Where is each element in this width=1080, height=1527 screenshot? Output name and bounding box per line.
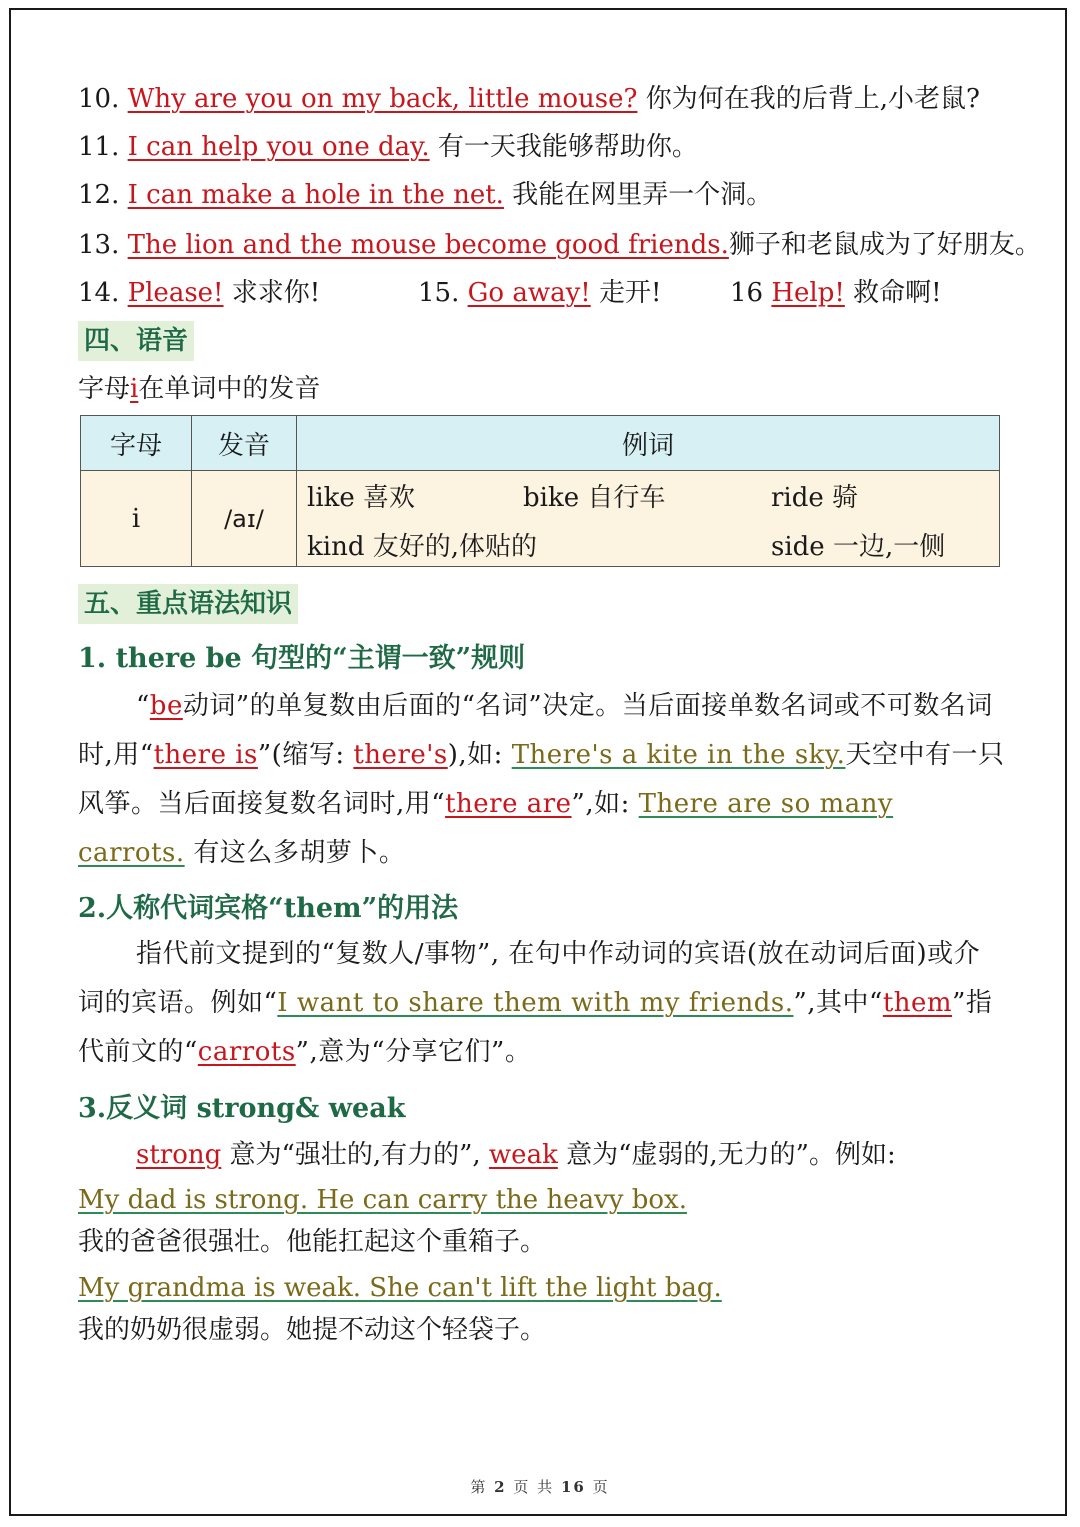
phrase-number: 16 bbox=[730, 278, 764, 308]
header-examples: 例词 bbox=[297, 416, 1000, 471]
grammar-1-paragraph bbox=[78, 682, 1006, 878]
sentence-english: I can help you one day. bbox=[127, 132, 430, 162]
example-word: like 喜欢 bbox=[307, 483, 416, 513]
phrase-number: 15. bbox=[418, 278, 460, 308]
sentence-english: The lion and the mouse become good friends. bbox=[127, 230, 729, 260]
phonics-intro bbox=[78, 372, 320, 406]
grammar-1-title: 1. there be 句型的“主谓一致”规则 bbox=[78, 643, 526, 674]
sentence-number: 10. bbox=[78, 84, 120, 114]
example-word: ride 骑 bbox=[771, 483, 859, 513]
sentence-13 bbox=[78, 228, 1041, 262]
text: ”指代前文的“ bbox=[78, 988, 993, 1067]
sentence-11 bbox=[78, 130, 698, 164]
page-footer bbox=[0, 1476, 1080, 1497]
text: 意为“虚弱的,无力的”。例如: bbox=[557, 1140, 896, 1170]
example-word: kind 友好的,体贴的 bbox=[307, 532, 537, 562]
example-1-english bbox=[78, 1183, 687, 1217]
sentence-chinese: 你为何在我的后背上,小老鼠? bbox=[645, 84, 980, 114]
intro-text: 字母 bbox=[78, 374, 131, 404]
example-word: side 一边,一侧 bbox=[771, 532, 946, 562]
cell-phonetic: /aɪ/ bbox=[192, 471, 297, 567]
sentence-12 bbox=[78, 178, 772, 212]
example-2-english bbox=[78, 1271, 722, 1305]
sentence-number: 12. bbox=[78, 180, 120, 210]
sentence-10 bbox=[78, 82, 980, 116]
sentence-number: 11. bbox=[78, 132, 120, 162]
keyword: there are bbox=[445, 789, 572, 819]
sentence-chinese: 狮子和老鼠成为了好朋友。 bbox=[728, 230, 1041, 260]
example-sentence: I want to share them with my friends. bbox=[277, 988, 794, 1018]
example-sentence: There are so many carrots. bbox=[78, 789, 894, 868]
total-pages: 16 bbox=[560, 1478, 586, 1496]
sentence-chinese: 我能在网里弄一个洞。 bbox=[512, 180, 773, 210]
header-sound: 发音 bbox=[192, 416, 297, 471]
keyword: there is bbox=[153, 740, 258, 770]
phrase-14 bbox=[78, 276, 320, 310]
text: ”(缩写: bbox=[257, 740, 354, 770]
text: 动词”的单复数由后面的“名词”决定。当后面接单数名词或不可数名词时,用“ bbox=[78, 691, 993, 770]
text: ”,其中“ bbox=[793, 988, 883, 1018]
text: ”,如: bbox=[571, 789, 639, 819]
example-1-chinese: 我的爸爸很强壮。他能扛起这个重箱子。 bbox=[78, 1227, 547, 1257]
sentence-english: I can make a hole in the net. bbox=[127, 180, 504, 210]
keyword: be bbox=[149, 691, 183, 721]
footer-text: 页 共 bbox=[513, 1478, 555, 1496]
phrase-16 bbox=[730, 276, 942, 310]
text: 指代前文提到的“复数人/事物”, 在句中作动词的宾语(放在动词后面)或介词的宾语。例如“ bbox=[78, 939, 981, 1018]
phonics-table bbox=[80, 415, 1000, 567]
phrase-number: 14. bbox=[78, 278, 120, 308]
phrase-english: Please! bbox=[127, 278, 224, 308]
keyword: carrots bbox=[197, 1037, 296, 1067]
cell-examples bbox=[297, 471, 1000, 567]
header-letter: 字母 bbox=[81, 416, 192, 471]
example-sentence: My dad is strong. He can carry the heavy box. bbox=[78, 1185, 687, 1215]
phrase-chinese: 走开! bbox=[598, 278, 662, 308]
footer-text: 第 bbox=[470, 1478, 488, 1496]
cell-letter: i bbox=[81, 471, 192, 567]
keyword: them bbox=[882, 988, 953, 1018]
intro-letter: i bbox=[130, 374, 139, 404]
example-sentence: My grandma is weak. She can't lift the light bag. bbox=[78, 1273, 722, 1303]
footer-text: 页 bbox=[592, 1478, 610, 1496]
sentence-english: Why are you on my back, little mouse? bbox=[127, 84, 638, 114]
example-word: bike 自行车 bbox=[523, 483, 666, 513]
keyword: there's bbox=[353, 740, 448, 770]
section-title-grammar: 五、重点语法知识 bbox=[78, 584, 298, 624]
keyword: weak bbox=[488, 1140, 558, 1170]
intro-text: 在单词中的发音 bbox=[138, 374, 321, 404]
text: ”,意为“分享它们”。 bbox=[295, 1037, 532, 1067]
text: 天空中有一只风筝。当后面接复数名词时,用“ bbox=[78, 740, 1005, 819]
page-number: 2 bbox=[494, 1478, 507, 1496]
keyword: strong bbox=[136, 1140, 222, 1170]
sentence-number: 13. bbox=[78, 230, 120, 260]
phrase-chinese: 救命啊! bbox=[853, 278, 942, 308]
grammar-3-line bbox=[136, 1138, 896, 1172]
text: “ bbox=[136, 691, 150, 721]
example-2-chinese: 我的奶奶很虚弱。她提不动这个轻袋子。 bbox=[78, 1315, 547, 1345]
text: ),如: bbox=[447, 740, 512, 770]
grammar-2-title: 2.人称代词宾格“them”的用法 bbox=[78, 893, 459, 924]
phrase-english: Go away! bbox=[467, 278, 591, 308]
phrase-15 bbox=[418, 276, 661, 310]
phrase-chinese: 求求你! bbox=[231, 278, 321, 308]
phrase-english: Help! bbox=[771, 278, 845, 308]
section-title-phonics: 四、语音 bbox=[78, 321, 194, 361]
sentence-chinese: 有一天我能够帮助你。 bbox=[437, 132, 698, 162]
text: 意为“强壮的,有力的”, bbox=[221, 1140, 489, 1170]
grammar-3-title: 3.反义词 strong& weak bbox=[78, 1093, 406, 1124]
grammar-2-paragraph bbox=[78, 930, 1006, 1077]
text: 有这么多胡萝卜。 bbox=[184, 838, 406, 868]
example-sentence: There's a kite in the sky. bbox=[511, 740, 846, 770]
